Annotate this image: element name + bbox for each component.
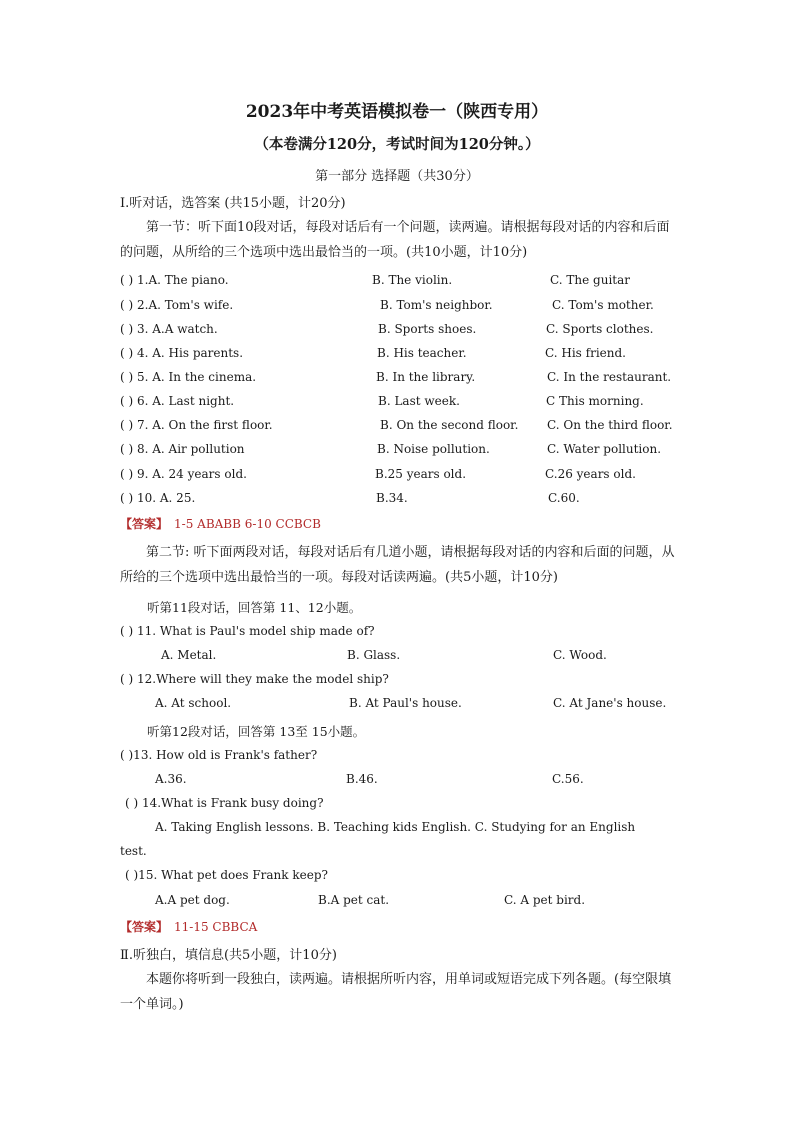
part-heading: 第一部分 选择题（共30分） — [315, 169, 479, 184]
question-14-options: A. Taking English lessons. B. Teaching kids English. C. Studying for an English — [155, 820, 636, 834]
question-5-option-c: C. In the restaurant. — [547, 370, 672, 384]
answer-block-2 — [120, 918, 257, 935]
section2-text: 本题你将听到一段独白，读两遍。请根据所听内容，用单词或短语完成下列各题。(每空限填一个单词。) — [120, 972, 672, 1012]
section1-sub2-text: 第二节: 听下面两段对话，每段对话后有几道小题，请根据每段对话的内容和后面的问题，从所给的三个选项中选出最恰当的一项。每段对话读两遍。(共5小题，计10分) — [120, 545, 675, 585]
question-4-option-c: C. His friend. — [545, 346, 626, 360]
section1-sub1-text: 第一节：听下面10段对话，每段对话后有一个问题，读两遍。请根据每段对话的内容和后面的问题，从所给的三个选项中选出最恰当的一项。(共10小题，计10分) — [120, 220, 670, 260]
question-11-stem: ( ) 11. What is Paul's model ship made of? — [120, 624, 375, 638]
question-2-option-b: B. Tom's neighbor. — [380, 298, 493, 312]
question-6-option-b: B. Last week. — [378, 394, 460, 408]
question-4-stem: ( ) 4. A. His parents. — [120, 346, 244, 360]
question-10-option-c: C.60. — [548, 491, 580, 505]
section2-heading: Ⅱ.听独白，填信息(共5小题，计10分) — [120, 948, 337, 963]
question-13-stem: ( )13. How old is Frank's father? — [120, 748, 318, 762]
question-12-option-a: A. At school. — [155, 696, 232, 710]
question-11-option-a: A. Metal. — [161, 648, 217, 662]
question-11-option-c: C. Wood. — [553, 648, 607, 662]
question-11-option-b: B. Glass. — [347, 648, 401, 662]
question-13-option-b: B.46. — [346, 772, 378, 786]
question-3-option-b: B. Sports shoes. — [378, 322, 477, 336]
question-13-option-c: C.56. — [552, 772, 584, 786]
page-subtitle: （本卷满分120分，考试时间为120分钟。） — [254, 136, 540, 153]
question-9-stem: ( ) 9. A. 24 years old. — [120, 467, 247, 481]
question-4-option-b: B. His teacher. — [377, 346, 467, 360]
question-12-option-c: C. At Jane's house. — [553, 696, 667, 710]
answer-block-1 — [120, 515, 321, 532]
question-7-stem: ( ) 7. A. On the first floor. — [120, 418, 273, 432]
question-1-option-b: B. The violin. — [372, 273, 453, 287]
dialog-12-instruction: 听第12段对话，回答第 13至 15小题。 — [147, 724, 366, 739]
question-14-option-wrap: test. — [120, 844, 147, 858]
question-8-option-b: B. Noise pollution. — [377, 442, 490, 456]
question-8-option-c: C. Water pollution. — [547, 442, 662, 456]
question-15-stem: ( )15. What pet does Frank keep? — [125, 868, 328, 882]
question-6-stem: ( ) 6. A. Last night. — [120, 394, 235, 408]
answer-values: 11-15 CBBCA — [174, 920, 258, 934]
question-10-option-b: B.34. — [376, 491, 408, 505]
question-14-stem: ( ) 14.What is Frank busy doing? — [125, 796, 324, 810]
question-15-option-b: B.A pet cat. — [318, 893, 390, 907]
question-3-stem: ( ) 3. A.A watch. — [120, 322, 218, 336]
question-9-option-c: C.26 years old. — [545, 467, 636, 481]
answer-values: 1-5 ABABB 6-10 CCBCB — [174, 517, 321, 531]
question-5-option-b: B. In the library. — [376, 370, 476, 384]
question-15-option-a: A.A pet dog. — [155, 893, 230, 907]
question-7-option-c: C. On the third floor. — [547, 418, 673, 432]
page-title: 2023年中考英语模拟卷一（陕西专用） — [245, 102, 549, 122]
question-12-option-b: B. At Paul's house. — [349, 696, 462, 710]
question-7-option-b: B. On the second floor. — [380, 418, 519, 432]
section1-heading: Ⅰ.听对话，选答案 (共15小题，计20分) — [120, 196, 346, 211]
answer-label: 【答案】 — [120, 920, 169, 934]
question-10-stem: ( ) 10. A. 25. — [120, 491, 196, 505]
question-2-option-c: C. Tom's mother. — [552, 298, 654, 312]
question-13-option-a: A.36. — [155, 772, 187, 786]
dialog-11-instruction: 听第11段对话，回答第 11、12小题。 — [147, 600, 362, 615]
answer-label: 【答案】 — [120, 517, 169, 531]
question-5-stem: ( ) 5. A. In the cinema. — [120, 370, 257, 384]
question-1-stem: ( ) 1.A. The piano. — [120, 273, 229, 287]
question-2-stem: ( ) 2.A. Tom's wife. — [120, 298, 234, 312]
question-15-option-c: C. A pet bird. — [504, 893, 586, 907]
question-6-option-c: C This morning. — [546, 394, 644, 408]
question-1-option-c: C. The guitar — [550, 273, 630, 287]
question-8-stem: ( ) 8. A. Air pollution — [120, 442, 245, 456]
question-3-option-c: C. Sports clothes. — [546, 322, 654, 336]
question-9-option-b: B.25 years old. — [375, 467, 467, 481]
question-12-stem: ( ) 12.Where will they make the model ship? — [120, 672, 389, 686]
